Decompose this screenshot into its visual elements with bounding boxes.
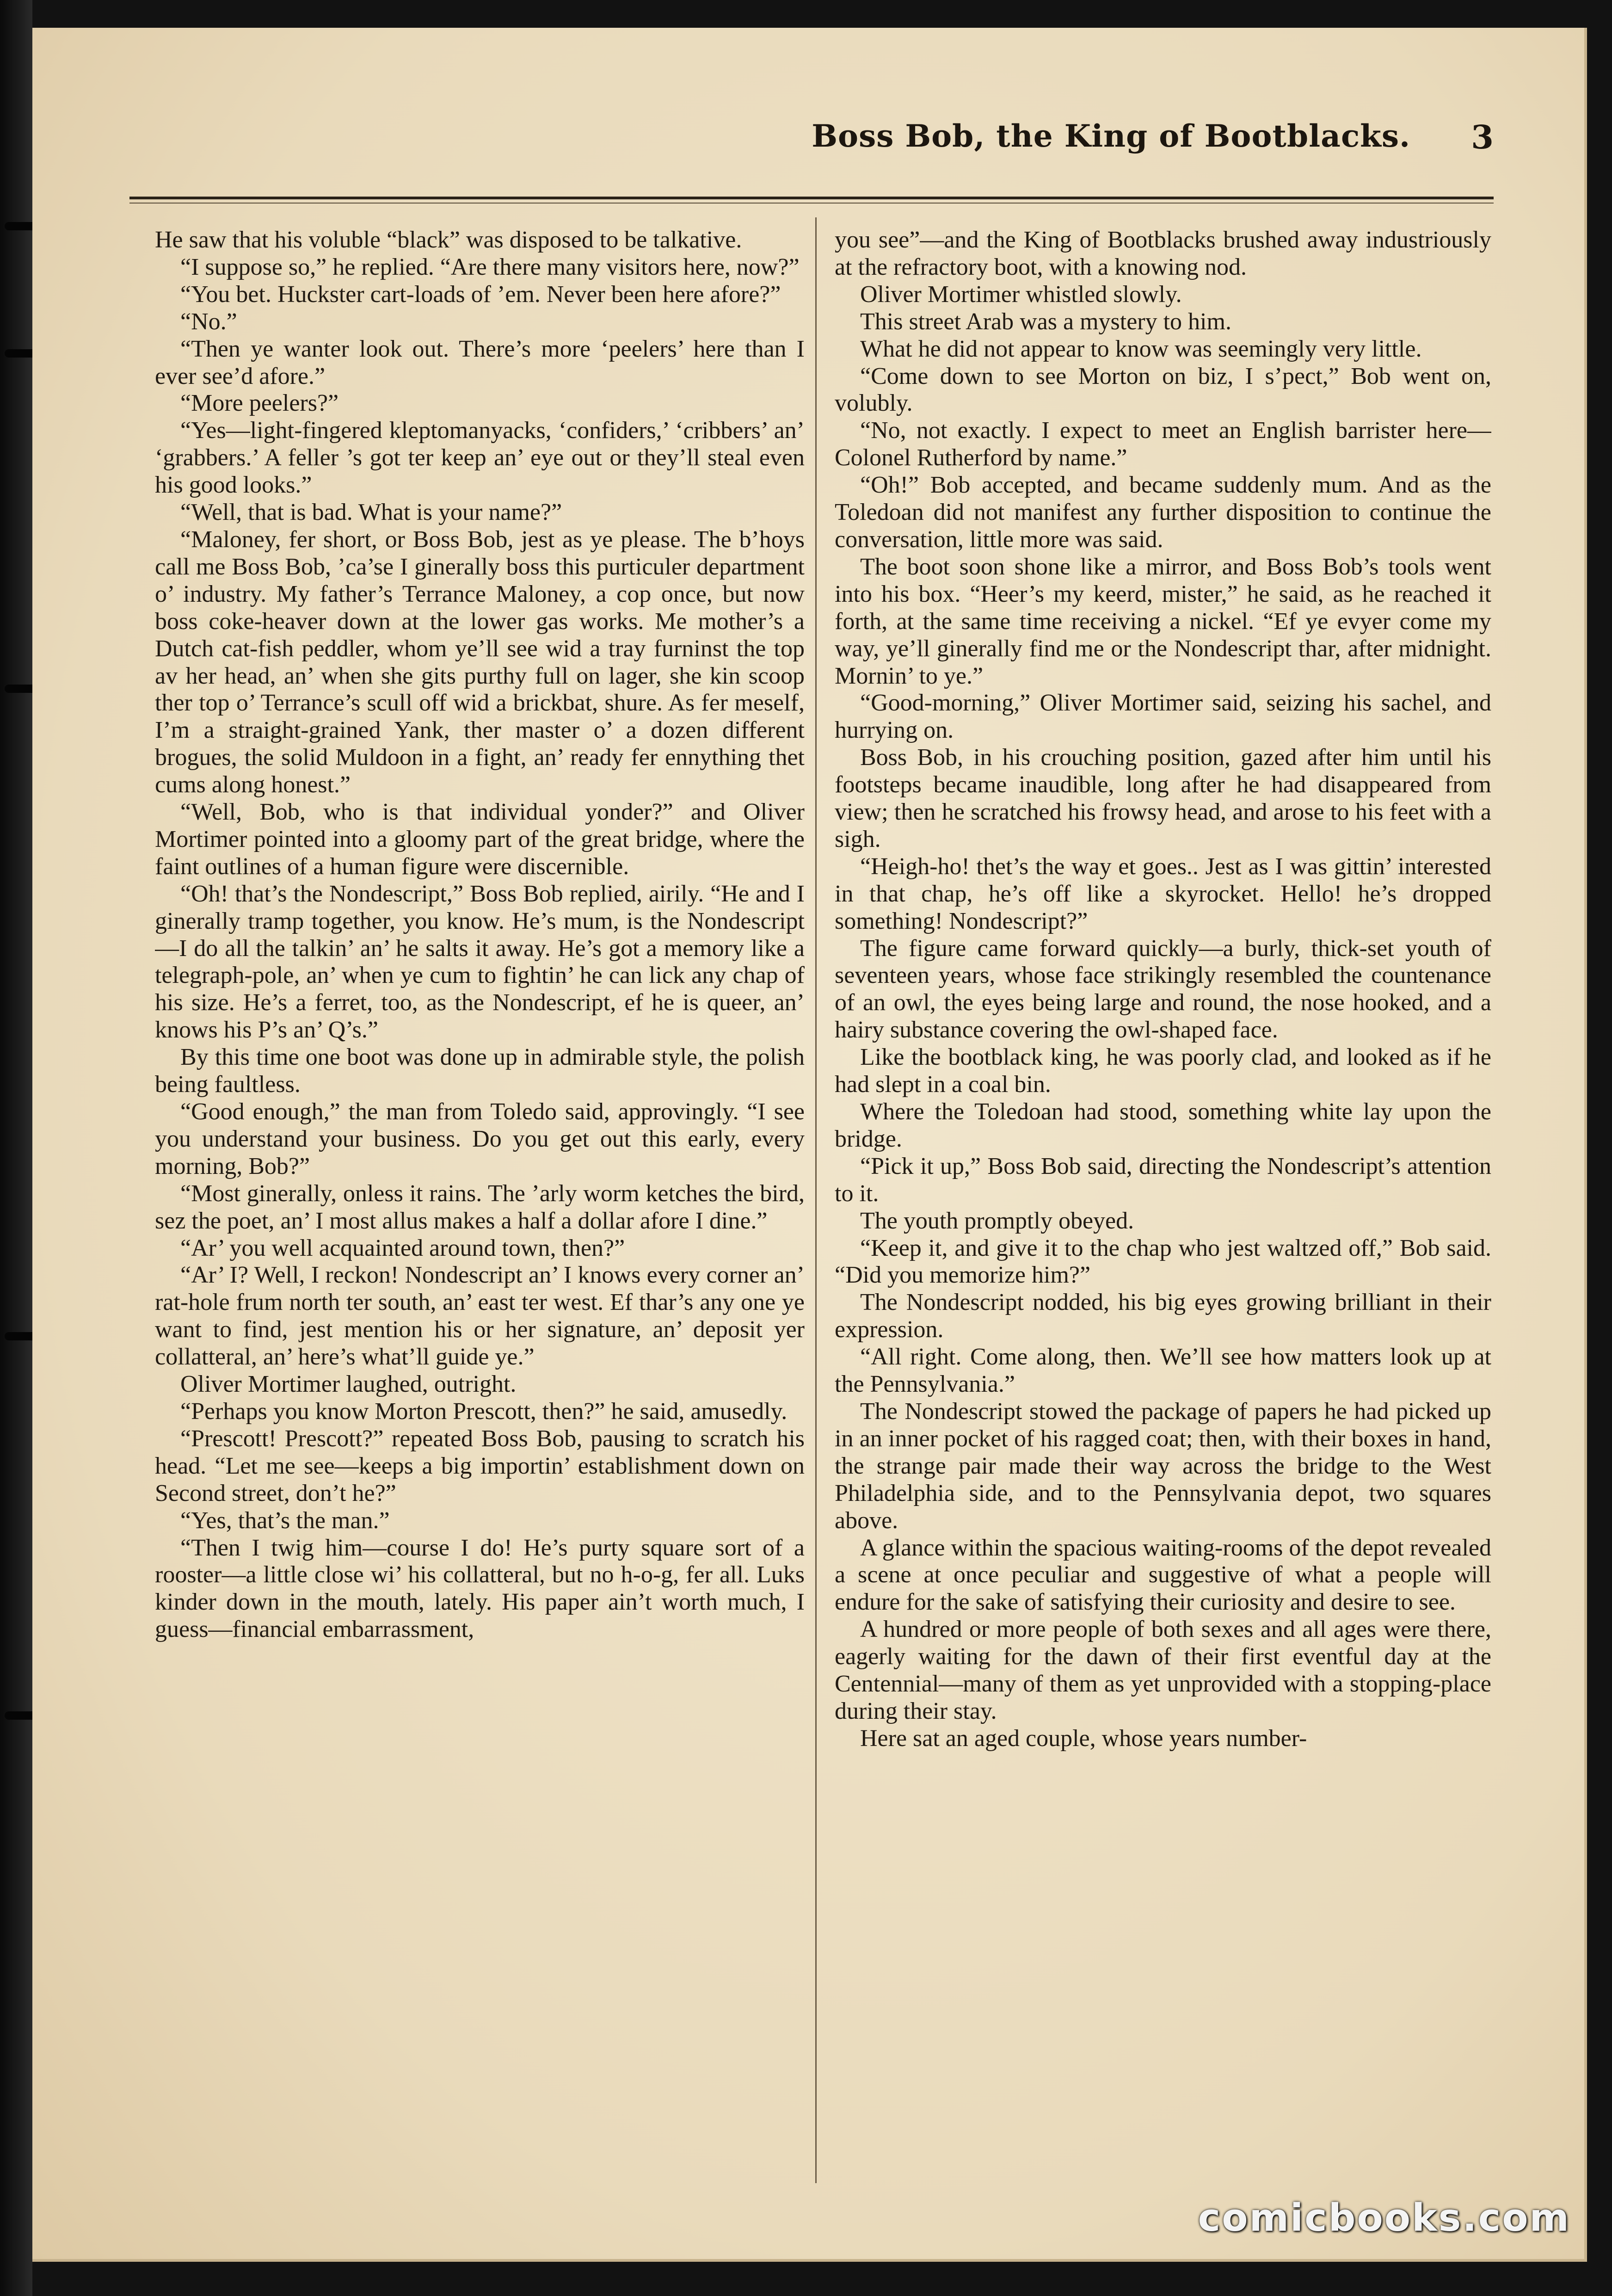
paragraph: “Yes, that’s the man.” xyxy=(180,1507,390,1534)
paragraph: “Good-morning,” Oliver Mortimer said, seizing his sachel, and hurrying on. xyxy=(835,690,1491,744)
paragraph: “Oh!” Bob accepted, and became suddenly mum. And as the Toledoan did not manifest any further disposition to continue the conversation, little more was said. xyxy=(835,472,1491,553)
paragraph: “Then ye wanter look out. There’s more ‘peelers’ here than I ever see’d afore.” xyxy=(155,335,805,389)
paragraph: A glance within the spacious waiting-rooms of the depot revealed a scene at once peculiar and suggestive of what a people will endure for the sake of satisfying their curiosity and desire to see. xyxy=(835,1534,1491,1616)
book-spine xyxy=(0,0,32,2296)
paragraph: “No.” xyxy=(180,308,237,335)
paragraph: “Come down to see Morton on biz, I s’pect,” Bob went on, volubly. xyxy=(835,363,1491,417)
paragraph: “Oh! that’s the Nondescript,” Boss Bob replied, airily. “He and I ginerally tramp together, you know. He’s mum, is the Nondescript—I do all the talkin’ an’ he salts it away. He’s got a memory like a telegraph-pole, an’ when ye cum to fightin’ he can lick any chap of his size. He’s a ferret, too, as the Nondescript, ef he is queer, an’ knows his P’s an’ Q’s.” xyxy=(155,880,805,1043)
header-rule-thin xyxy=(129,203,1494,204)
paragraph: Like the bootblack king, he was poorly clad, and looked as if he had slept in a coal bin. xyxy=(835,1044,1491,1098)
paragraph: “Ar’ you well acquainted around town, then?” xyxy=(180,1234,625,1261)
paragraph: “Ar’ I? Well, I reckon! Nondescript an’ I knows every corner an’ rat-hole frum north ter south, an’ east ter west. Ef thar’s any one ye want to find, jest mention his or her signature, an’ deposit yer collatteral, an’ here’s what’ll guide ye.” xyxy=(155,1262,805,1370)
paragraph: “More peelers?” xyxy=(180,390,339,417)
paragraph: What he did not appear to know was seemingly very little. xyxy=(860,335,1422,362)
paragraph: This street Arab was a mystery to him. xyxy=(860,308,1231,335)
paragraph: “Prescott! Prescott?” repeated Boss Bob, pausing to scratch his head. “Let me see—keeps a big importin’ establishment down on Second street, don’t he?” xyxy=(155,1425,805,1506)
paragraph: Boss Bob, in his crouching position, gazed after him until his footsteps became inaudible, long after he had disappeared from view; then he scratched his frowsy head, and arose to his feet with a sigh. xyxy=(835,744,1491,852)
column-divider xyxy=(815,217,817,2183)
paragraph: “Pick it up,” Boss Bob said, directing the Nondescript’s attention to it. xyxy=(835,1153,1491,1207)
paragraph: The Nondescript stowed the package of papers he had picked up in an inner pocket of his ragged coat; then, with their boxes in hand, the strange pair made their way across the bridge to the West Philadelphia side, and to the Pennsylvania depot, two squares above. xyxy=(835,1398,1491,1534)
paragraph: The boot soon shone like a mirror, and Boss Bob’s tools went into his box. “Heer’s my keerd, mister,” he said, as he reached it forth, at the same time receiving a nickel. “Ef ye evyer come my way, ye’ll ginerally find me or the Nondescript thar, after midnight. Mornin’ to ye.” xyxy=(835,553,1491,689)
paragraph: “Maloney, fer short, or Boss Bob, jest as ye please. The b’hoys call me Boss Bob, ’ca’se I ginerally boss this purticuler department o’ industry. My father’s Terrance Maloney, a cop once, but now boss coke-heaver down at the lower gas works. Me mother’s a Dutch cat-fish peddler, whom ye’ll see wid a tray furninst the top av her head, an’ when she gits purthy full on lager, she kin scoop ther top o’ Terrance’s scull off wid a brickbat, shure. As fer meself, I’m a straight-grained Yank, ther master o’ a dozen different brogues, the solid Muldoon in a fight, an’ ready fer ennything thet cums along honest.” xyxy=(155,526,805,798)
paragraph: “Most ginerally, onless it rains. The ’arly worm ketches the bird, sez the poet, an’ I most allus makes a half a dollar afore I dine.” xyxy=(155,1180,805,1234)
paragraph: Oliver Mortimer laughed, outright. xyxy=(180,1371,517,1398)
page-number: 3 xyxy=(1471,118,1494,156)
paragraph: “Then I twig him—course I do! He’s purty square sort of a rooster—a little close wi’ his collatteral, but no h-o-g, fer all. Luks kinder down in the mouth, lately. His paper ain’t worth much, I guess—financial embarrassment, xyxy=(155,1534,805,1643)
paragraph: “Heigh-ho! thet’s the way et goes.. Jest as I was gittin’ interested in that chap, he’s off like a skyrocket. Hello! he’s dropped something! Nondescript?” xyxy=(835,853,1491,934)
paragraph: “You bet. Huckster cart-loads of ’em. Never been here afore?” xyxy=(180,281,781,308)
paragraph: “I suppose so,” he replied. “Are there many visitors here, now?” xyxy=(180,253,800,280)
paragraph: “Well, Bob, who is that individual yonder?” and Oliver Mortimer pointed into a gloomy part of the great bridge, where the faint outlines of a human figure were discernible. xyxy=(155,799,805,880)
text-column-left xyxy=(155,227,805,2188)
paragraph: “Well, that is bad. What is your name?” xyxy=(180,499,562,526)
paragraph: “Yes—light-fingered kleptomanyacks, ‘confiders,’ ‘cribbers’ an’ ‘grabbers.’ A feller ’s got ter keep an’ eye out or they’ll steal even his good looks.” xyxy=(155,417,805,499)
running-title: Boss Bob, the King of Bootblacks. xyxy=(812,118,1410,154)
paragraph: “All right. Come along, then. We’ll see how matters look up at the Pennsylvania.” xyxy=(835,1344,1491,1398)
text-column-right xyxy=(835,227,1491,2188)
paragraph: “Keep it, and give it to the chap who jest waltzed off,” Bob said. “Did you memorize him?” xyxy=(835,1234,1491,1289)
paragraph: A hundred or more people of both sexes and all ages were there, eagerly waiting for the dawn of their first eventful day at the Centennial—many of them as yet unprovided with a stopping-place during their stay. xyxy=(835,1616,1491,1724)
paragraph: “Perhaps you know Morton Prescott, then?” he said, amusedly. xyxy=(180,1398,788,1425)
paragraph: Here sat an aged couple, whose years number- xyxy=(860,1725,1307,1752)
paragraph: “No, not exactly. I expect to meet an English barrister here—Colonel Rutherford by name.” xyxy=(835,417,1491,471)
site-watermark: comicbooks.com xyxy=(1198,2196,1570,2240)
paragraph: The figure came forward quickly—a burly, thick-set youth of seventeen years, whose face strikingly resembled the countenance of an owl, the eyes being large and round, the nose hooked, and a hairy substance covering the owl-shaped face. xyxy=(835,935,1491,1043)
paragraph: “Good enough,” the man from Toledo said, approvingly. “I see you understand your business. Do you get out this early, every morning, Bob?” xyxy=(155,1099,805,1179)
paragraph: The Nondescript nodded, his big eyes growing brilliant in their expression. xyxy=(835,1289,1491,1343)
paragraph: Oliver Mortimer whistled slowly. xyxy=(860,281,1182,308)
paragraph: The youth promptly obeyed. xyxy=(860,1207,1134,1234)
paragraph: By this time one boot was done up in admirable style, the polish being faultless. xyxy=(155,1044,805,1098)
paragraph: you see”—and the King of Bootblacks brushed away industriously at the refractory boot, with a knowing nod. xyxy=(835,227,1491,280)
paragraph: He saw that his voluble “black” was disposed to be talkative. xyxy=(155,227,742,253)
paragraph: Where the Toledoan had stood, something white lay upon the bridge. xyxy=(835,1099,1491,1152)
running-header xyxy=(129,118,1494,169)
header-rule xyxy=(129,197,1494,199)
